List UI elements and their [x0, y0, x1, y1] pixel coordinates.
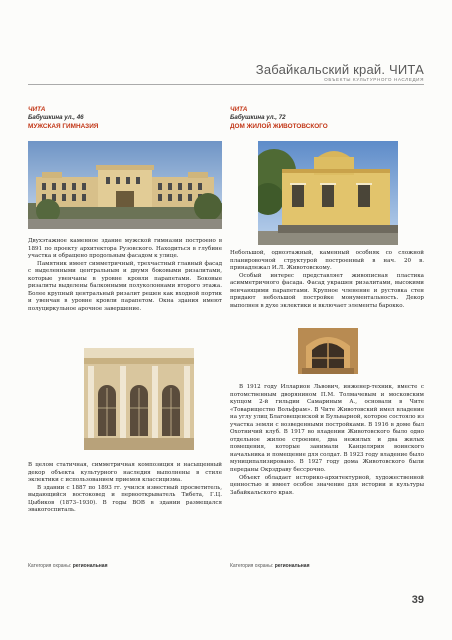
right-text-block-1 — [230, 250, 424, 310]
right-building-name: ДОМ ЖИЛОЙ ЖИВОТОВСКОГО — [230, 123, 328, 130]
right-protection-category — [230, 563, 310, 569]
zhivotovsky-house-photo — [258, 141, 398, 245]
left-city: ЧИТА — [28, 106, 46, 113]
gymnasium-photo — [28, 141, 222, 229]
left-text-block-1 — [28, 238, 222, 313]
left-category-label: Категория охраны: — [28, 563, 72, 569]
page-header-title: Забайкальский край. ЧИТА — [255, 62, 424, 77]
right-column — [230, 106, 424, 131]
left-column — [28, 106, 222, 131]
right-address: Бабушкина ул., 72 — [230, 114, 286, 121]
right-paragraph-2: Особый интерес представляет живописная пластика асимметричного фасада. Фасад украшен ризалитами, высокими венчающими парапетами. Крупное членение и рустовка стен придают небольшой постройке монументальность. Декор выполнен в духе эклектики и включает элементы барокко. — [230, 272, 424, 309]
right-category-label: Категория охраны: — [230, 563, 274, 569]
left-paragraph-1: Двухэтажное каменное здание мужской гимназии построено в 1891 по проекту архитектора Рузовского. Находиться в глубине участка и обращено продольным фасадом к улице. — [28, 238, 222, 260]
gymnasium-facade-photo — [84, 348, 194, 450]
right-paragraph-4: Объект обладает историко-архитектурной, художественной ценностью и имеет особое значение для истории и культуры Забайкальского края. — [230, 474, 424, 496]
left-category-value: региональная — [72, 563, 108, 569]
right-city: ЧИТА — [230, 106, 248, 113]
left-text-block-2 — [28, 462, 222, 515]
left-protection-category — [28, 563, 108, 569]
page-number: 39 — [411, 594, 424, 606]
page-header-subtitle: ОБЪЕКТЫ КУЛЬТУРНОГО НАСЛЕДИЯ — [324, 77, 424, 82]
left-paragraph-4: В здании с 1887 по 1893 гг. учился известный просветитель, выдающийся востоковед и первооткрыватель Тибета, Г.Ц. Цыбиков (1873–1930). В годы ВОВ в здании размещался эвакогоспиталь. — [28, 484, 222, 514]
window-detail-photo — [298, 328, 358, 374]
right-text-block-2 — [230, 384, 424, 497]
right-category-value: региональная — [274, 563, 310, 569]
left-paragraph-3: В целом статичная, симметричная композиция и насыщенный декор объекта культурного наследия выполнены в стиле эклектики с использованием приемов классицизма. — [28, 462, 222, 484]
right-paragraph-3: В 1912 году Илларион Львович, инженер-техник, вместе с потомственным дворянином П.М. Толмачевым и московским купцом 2-й гильдии Самариным А., основали в Чите «Товарищество Вольфрам». В Чите Животовский имел владение на углу улиц Благовещенской и Бульварной, которое состояло из участка земли с возведенными постройками. В 1916 в доме был Охотничий клуб. В 1917 во владении Животовского было одно отдельное жилое строение, два нежилых и два жилых помещения, которые занимали Канцелярия воинского начальника и помещение для солдат. В 1923 году владение было муниципализировано. В 1927 году дома Животовского были переданы Окрздраву бессрочно. — [230, 384, 424, 474]
right-paragraph-1: Небольшой, одноэтажный, каменный особняк со сложной планировочной структурой построенный в нач. 20 в. принадлежал И.Л. Животовскому. — [230, 250, 424, 272]
header-divider — [28, 84, 424, 85]
left-paragraph-2: Памятник имеет симметричный, трехчастный главный фасад с выделенными центральным и двумя боковыми ризалитами, которые увенчаны в уровне кровли парапетами. Боковые ризалиты выделены балконными полуколоннами второго этажа. Более крупный центральный ризалит решен как входной портик и увенчан в уровне кровли парапетом. Окна здания имеют полуциркульное арочное завершение. — [28, 260, 222, 312]
left-address: Бабушкина ул., 46 — [28, 114, 84, 121]
left-building-name: МУЖСКАЯ ГИМНАЗИЯ — [28, 123, 99, 130]
